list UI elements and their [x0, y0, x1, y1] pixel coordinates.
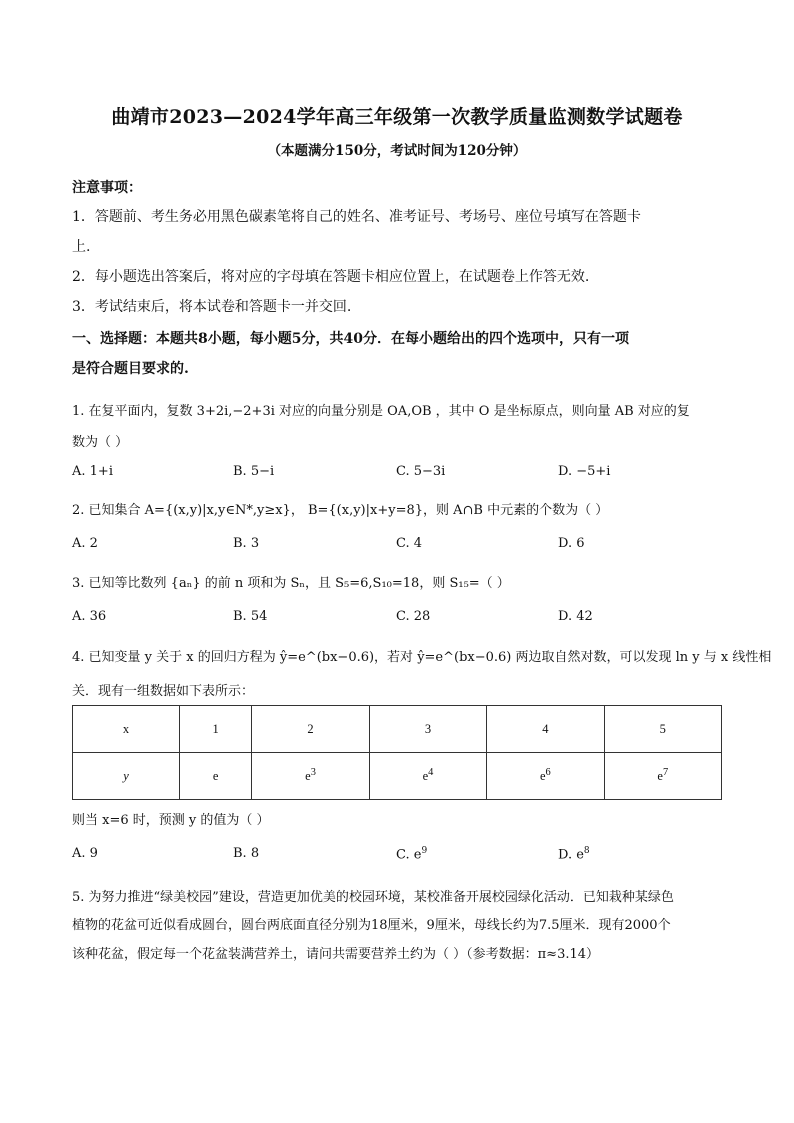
q3-stem: 3. 已知等比数列 {aₙ} 的前 n 项和为 Sₙ，且 S₅=6,S₁₀=18，则 S₁₅=（ ） — [72, 576, 510, 591]
table-cell: 1 — [180, 706, 252, 753]
cell-base: e — [539, 769, 546, 784]
table-cell — [252, 753, 369, 800]
notice-item-1a: 1．答题前、考生务必用黑色碳素笔将自己的姓名、准考证号、考场号、座位号填写在答题卡 — [72, 209, 641, 225]
q4-followup: 则当 x=6 时，预测 y 的值为（ ） — [72, 813, 270, 828]
q1-option-a: A. 1+i — [72, 464, 113, 479]
table-cell: y — [73, 753, 180, 800]
page-title: 曲靖市2023—2024学年高三年级第一次教学质量监测数学试题卷 — [111, 106, 683, 128]
q1-option-d: D. −5+i — [558, 464, 611, 479]
section1-line2: 是符合题目要求的. — [72, 361, 189, 377]
q3-option-d: D. 42 — [558, 609, 593, 624]
option-d-exp: 8 — [583, 846, 590, 856]
q4-data-table — [72, 705, 722, 800]
q5-stem-line3: 该种花盆，假定每一个花盆装满营养土，请问共需要营养土约为（ ）（参考数据：π≈3.14） — [72, 947, 600, 962]
table-cell — [604, 753, 721, 800]
notice-item-3: 3．考试结束后，将本试卷和答题卡一并交回. — [72, 299, 352, 315]
cell-exp: 3 — [310, 767, 316, 779]
notice-item-2: 2．每小题选出答案后，将对应的字母填在答题卡相应位置上，在试题卷上作答无效. — [72, 269, 590, 285]
table-cell: x — [73, 706, 180, 753]
q1-stem-line1: 1. 在复平面内，复数 3+2i,−2+3i 对应的向量分别是 OA,OB ，其中 O 是坐标原点，则向量 AB 对应的复 — [72, 404, 690, 419]
q4-stem-line2: 关．现有一组数据如下表所示： — [72, 684, 255, 699]
q3-option-c: C. 28 — [396, 609, 431, 624]
q4-option-c — [396, 846, 427, 862]
cell-exp: 7 — [662, 767, 669, 779]
q2-stem: 2. 已知集合 A={(x,y)|x,y∈N*,y≥x}， B={(x,y)|x+y=8}，则 A∩B 中元素的个数为（ ） — [72, 503, 609, 518]
q5-stem-line2: 植物的花盆可近似看成圆台，圆台两底面直径分别为18厘米，9厘米，母线长约为7.5厘米．现有2000个 — [72, 918, 671, 933]
q4-option-a: A. 9 — [72, 846, 98, 861]
table-cell: 5 — [604, 706, 721, 753]
q5-stem-line1: 5. 为努力推进“绿美校园”建设，营造更加优美的校园环境，某校准备开展校园绿化活动．已知栽种某绿色 — [72, 890, 674, 905]
cell-base: e — [305, 769, 311, 784]
cell-exp: 6 — [545, 767, 551, 779]
table-cell: 2 — [252, 706, 369, 753]
q3-option-b: B. 54 — [233, 609, 268, 624]
cell-base: e — [657, 769, 663, 784]
cell-base: e — [422, 769, 429, 784]
table-cell — [369, 753, 486, 800]
q4-option-d — [558, 846, 590, 862]
q2-option-b: B. 3 — [233, 536, 260, 551]
q2-option-a: A. 2 — [72, 536, 98, 551]
cell-exp: 4 — [428, 767, 434, 779]
notice-heading: 注意事项： — [72, 180, 142, 196]
table-cell: 4 — [487, 706, 604, 753]
table-cell: 3 — [369, 706, 486, 753]
cell-base: e — [212, 769, 219, 784]
q4-stem-line1: 4. 已知变量 y 关于 x 的回归方程为 ŷ=e^(bx−0.6)，若对 ŷ=e^(bx−0.6) 两边取自然对数，可以发现 ln y 与 x 线性相 — [72, 650, 772, 665]
q1-stem-line2: 数为（ ） — [72, 435, 129, 450]
q2-option-d: D. 6 — [558, 536, 585, 551]
q2-option-c: C. 4 — [396, 536, 423, 551]
table-row — [73, 753, 722, 800]
q3-option-a: A. 36 — [72, 609, 107, 624]
q1-option-c: C. 5−3i — [396, 464, 446, 479]
table-cell — [487, 753, 604, 800]
option-d-base: D. e — [558, 847, 584, 863]
section1-line1: 一、选择题：本题共8小题，每小题5分，共40分．在每小题给出的四个选项中，只有一项 — [72, 331, 629, 347]
option-c-base: C. e — [396, 847, 422, 863]
q1-option-b: B. 5−i — [233, 464, 275, 479]
notice-item-1b: 上. — [72, 239, 91, 255]
table-cell — [180, 753, 252, 800]
page-subtitle: （本题满分150分，考试时间为120分钟） — [267, 143, 527, 159]
option-c-exp: 9 — [421, 846, 428, 856]
q4-option-b: B. 8 — [233, 846, 260, 861]
table-row — [73, 706, 722, 753]
